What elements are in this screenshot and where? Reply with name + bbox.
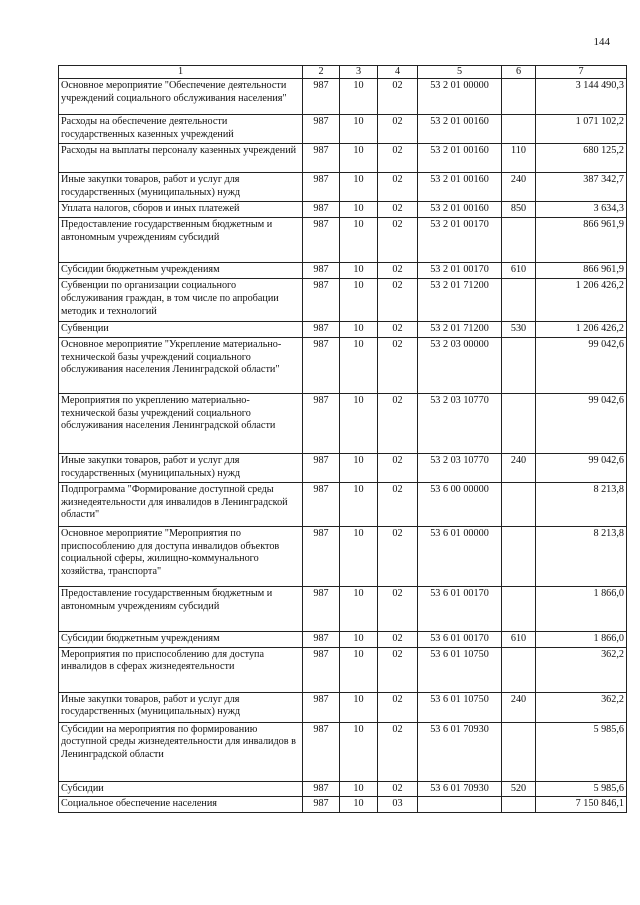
row-name-cell: Предоставление государственным бюджетным и автономным учреждениям субсидий — [59, 218, 303, 263]
row-subsection-cell: 02 — [378, 202, 418, 218]
row-amount-cell: 680 125,2 — [536, 144, 627, 173]
table-body — [59, 79, 627, 813]
table-row — [59, 173, 627, 202]
row-expense-type-cell: 850 — [502, 202, 536, 218]
row-section-cell: 10 — [340, 263, 378, 279]
row-section-cell: 10 — [340, 337, 378, 393]
row-amount-cell: 99 042,6 — [536, 393, 627, 453]
row-amount-cell: 3 634,3 — [536, 202, 627, 218]
row-name-cell: Иные закупки товаров, работ и услуг для государственных (муниципальных) нужд — [59, 692, 303, 722]
row-subsection-cell: 02 — [378, 322, 418, 338]
column-header: 3 — [340, 66, 378, 79]
row-name-cell: Основное мероприятие "Укрепление материально- технической базы учреждений социального обслуживания населения Ленинградской области" — [59, 337, 303, 393]
row-subsection-cell: 02 — [378, 218, 418, 263]
table-row — [59, 218, 627, 263]
row-expense-type-cell: 520 — [502, 781, 536, 797]
row-amount-cell: 7 150 846,1 — [536, 797, 627, 813]
row-name-cell: Основное мероприятие "Мероприятия по приспособлению для доступа инвалидов объектов социальной сферы, жилищно-коммунального хозяйства, транспорта" — [59, 526, 303, 586]
row-target-item-cell: 53 2 01 71200 — [418, 279, 502, 322]
column-header: 7 — [536, 66, 627, 79]
row-amount-cell: 1 206 426,2 — [536, 279, 627, 322]
row-amount-cell: 866 961,9 — [536, 218, 627, 263]
row-section-cell: 10 — [340, 647, 378, 692]
row-expense-type-cell — [502, 722, 536, 781]
row-section-cell: 10 — [340, 692, 378, 722]
row-name-cell: Субсидии бюджетным учреждениям — [59, 263, 303, 279]
row-gov-code-cell: 987 — [303, 263, 340, 279]
table-row — [59, 647, 627, 692]
column-header: 4 — [378, 66, 418, 79]
row-gov-code-cell: 987 — [303, 631, 340, 647]
row-section-cell: 10 — [340, 586, 378, 631]
table-row — [59, 263, 627, 279]
row-expense-type-cell — [502, 526, 536, 586]
row-subsection-cell: 02 — [378, 115, 418, 144]
table-row — [59, 144, 627, 173]
row-subsection-cell: 02 — [378, 722, 418, 781]
row-gov-code-cell: 987 — [303, 337, 340, 393]
row-subsection-cell: 02 — [378, 79, 418, 115]
row-gov-code-cell: 987 — [303, 586, 340, 631]
row-amount-cell: 99 042,6 — [536, 337, 627, 393]
column-header: 6 — [502, 66, 536, 79]
row-expense-type-cell — [502, 218, 536, 263]
table-header-row — [59, 66, 627, 79]
table-row — [59, 279, 627, 322]
row-target-item-cell: 53 6 01 70930 — [418, 781, 502, 797]
row-name-cell: Субсидии на мероприятия по формированию доступной среды жизнедеятельности для инвалидов в Ленинградской области — [59, 722, 303, 781]
row-name-cell: Субсидии бюджетным учреждениям — [59, 631, 303, 647]
row-gov-code-cell: 987 — [303, 115, 340, 144]
row-target-item-cell: 53 2 01 00160 — [418, 202, 502, 218]
row-expense-type-cell: 240 — [502, 453, 536, 482]
row-expense-type-cell: 610 — [502, 263, 536, 279]
row-section-cell: 10 — [340, 482, 378, 526]
row-subsection-cell: 02 — [378, 393, 418, 453]
row-target-item-cell: 53 6 01 00170 — [418, 586, 502, 631]
row-name-cell: Мероприятия по укреплению материально-технической базы учреждений социального обслуживания населения Ленинградской области — [59, 393, 303, 453]
row-section-cell: 10 — [340, 144, 378, 173]
row-subsection-cell: 02 — [378, 337, 418, 393]
row-gov-code-cell: 987 — [303, 692, 340, 722]
row-amount-cell: 99 042,6 — [536, 453, 627, 482]
row-section-cell: 10 — [340, 526, 378, 586]
row-section-cell: 10 — [340, 631, 378, 647]
row-name-cell: Субсидии — [59, 781, 303, 797]
row-target-item-cell: 53 2 01 00170 — [418, 218, 502, 263]
row-target-item-cell: 53 2 01 00160 — [418, 115, 502, 144]
row-gov-code-cell: 987 — [303, 279, 340, 322]
row-section-cell: 10 — [340, 115, 378, 144]
row-section-cell: 10 — [340, 79, 378, 115]
row-gov-code-cell: 987 — [303, 722, 340, 781]
row-target-item-cell: 53 6 01 70930 — [418, 722, 502, 781]
row-amount-cell: 5 985,6 — [536, 781, 627, 797]
page-number: 144 — [593, 36, 610, 48]
row-subsection-cell: 02 — [378, 482, 418, 526]
row-name-cell: Предоставление государственным бюджетным и автономным учреждениям субсидий — [59, 586, 303, 631]
row-expense-type-cell: 530 — [502, 322, 536, 338]
row-expense-type-cell — [502, 79, 536, 115]
row-amount-cell: 1 071 102,2 — [536, 115, 627, 144]
row-name-cell: Субвенции по организации социального обслуживания граждан, в том числе по апробации методик и технологий — [59, 279, 303, 322]
row-amount-cell: 3 144 490,3 — [536, 79, 627, 115]
row-subsection-cell: 02 — [378, 647, 418, 692]
row-amount-cell: 1 866,0 — [536, 586, 627, 631]
row-name-cell: Уплата налогов, сборов и иных платежей — [59, 202, 303, 218]
row-amount-cell: 362,2 — [536, 647, 627, 692]
row-subsection-cell: 02 — [378, 144, 418, 173]
row-expense-type-cell: 610 — [502, 631, 536, 647]
row-section-cell: 10 — [340, 218, 378, 263]
table-row — [59, 722, 627, 781]
row-subsection-cell: 02 — [378, 453, 418, 482]
table-row — [59, 453, 627, 482]
table-row — [59, 586, 627, 631]
row-subsection-cell: 02 — [378, 692, 418, 722]
row-gov-code-cell: 987 — [303, 453, 340, 482]
row-expense-type-cell — [502, 393, 536, 453]
row-section-cell: 10 — [340, 781, 378, 797]
row-subsection-cell: 02 — [378, 263, 418, 279]
row-section-cell: 10 — [340, 393, 378, 453]
row-target-item-cell: 53 2 01 00000 — [418, 79, 502, 115]
row-gov-code-cell: 987 — [303, 144, 340, 173]
row-name-cell: Субвенции — [59, 322, 303, 338]
column-header: 1 — [59, 66, 303, 79]
row-target-item-cell — [418, 797, 502, 813]
row-expense-type-cell: 240 — [502, 692, 536, 722]
table-row — [59, 79, 627, 115]
table-row — [59, 797, 627, 813]
row-name-cell: Основное мероприятие "Обеспечение деятельности учреждений социального обслуживания населения" — [59, 79, 303, 115]
row-target-item-cell: 53 6 01 00170 — [418, 631, 502, 647]
row-name-cell: Расходы на обеспечение деятельности государственных казенных учреждений — [59, 115, 303, 144]
row-gov-code-cell: 987 — [303, 797, 340, 813]
row-section-cell: 10 — [340, 279, 378, 322]
row-gov-code-cell: 987 — [303, 526, 340, 586]
row-name-cell: Иные закупки товаров, работ и услуг для государственных (муниципальных) нужд — [59, 453, 303, 482]
row-gov-code-cell: 987 — [303, 781, 340, 797]
row-name-cell: Расходы на выплаты персоналу казенных учреждений — [59, 144, 303, 173]
row-target-item-cell: 53 6 01 10750 — [418, 692, 502, 722]
row-gov-code-cell: 987 — [303, 218, 340, 263]
row-expense-type-cell: 240 — [502, 173, 536, 202]
row-name-cell: Социальное обеспечение населения — [59, 797, 303, 813]
row-target-item-cell: 53 2 03 10770 — [418, 393, 502, 453]
row-subsection-cell: 03 — [378, 797, 418, 813]
row-target-item-cell: 53 2 03 10770 — [418, 453, 502, 482]
table-row — [59, 482, 627, 526]
row-amount-cell: 1 206 426,2 — [536, 322, 627, 338]
column-header: 2 — [303, 66, 340, 79]
row-gov-code-cell: 987 — [303, 173, 340, 202]
table-row — [59, 115, 627, 144]
row-section-cell: 10 — [340, 202, 378, 218]
row-amount-cell: 8 213,8 — [536, 482, 627, 526]
budget-table — [58, 65, 627, 813]
row-subsection-cell: 02 — [378, 173, 418, 202]
row-target-item-cell: 53 6 01 00000 — [418, 526, 502, 586]
row-expense-type-cell: 110 — [502, 144, 536, 173]
row-expense-type-cell — [502, 647, 536, 692]
row-amount-cell: 866 961,9 — [536, 263, 627, 279]
row-expense-type-cell — [502, 115, 536, 144]
row-gov-code-cell: 987 — [303, 482, 340, 526]
row-target-item-cell: 53 2 01 00160 — [418, 144, 502, 173]
row-expense-type-cell — [502, 586, 536, 631]
row-subsection-cell: 02 — [378, 526, 418, 586]
row-amount-cell: 1 866,0 — [536, 631, 627, 647]
row-expense-type-cell — [502, 482, 536, 526]
row-section-cell: 10 — [340, 173, 378, 202]
row-section-cell: 10 — [340, 797, 378, 813]
row-expense-type-cell — [502, 279, 536, 322]
table-row — [59, 692, 627, 722]
row-subsection-cell: 02 — [378, 631, 418, 647]
row-subsection-cell: 02 — [378, 781, 418, 797]
row-target-item-cell: 53 2 03 00000 — [418, 337, 502, 393]
row-gov-code-cell: 987 — [303, 79, 340, 115]
row-target-item-cell: 53 2 01 00170 — [418, 263, 502, 279]
row-amount-cell: 8 213,8 — [536, 526, 627, 586]
row-target-item-cell: 53 2 01 00160 — [418, 173, 502, 202]
row-expense-type-cell — [502, 337, 536, 393]
row-amount-cell: 362,2 — [536, 692, 627, 722]
row-amount-cell: 5 985,6 — [536, 722, 627, 781]
row-section-cell: 10 — [340, 322, 378, 338]
row-subsection-cell: 02 — [378, 586, 418, 631]
row-amount-cell: 387 342,7 — [536, 173, 627, 202]
table-row — [59, 322, 627, 338]
row-target-item-cell: 53 6 01 10750 — [418, 647, 502, 692]
table-row — [59, 526, 627, 586]
row-gov-code-cell: 987 — [303, 322, 340, 338]
row-section-cell: 10 — [340, 722, 378, 781]
row-expense-type-cell — [502, 797, 536, 813]
table-row — [59, 393, 627, 453]
row-name-cell: Подпрограмма "Формирование доступной среды жизнедеятельности для инвалидов в Ленинградской области" — [59, 482, 303, 526]
table-row — [59, 337, 627, 393]
row-gov-code-cell: 987 — [303, 202, 340, 218]
row-name-cell: Иные закупки товаров, работ и услуг для государственных (муниципальных) нужд — [59, 173, 303, 202]
row-name-cell: Мероприятия по приспособлению для доступа инвалидов в сферах жизнедеятельности — [59, 647, 303, 692]
row-section-cell: 10 — [340, 453, 378, 482]
table-row — [59, 202, 627, 218]
table-row — [59, 631, 627, 647]
row-gov-code-cell: 987 — [303, 647, 340, 692]
column-header: 5 — [418, 66, 502, 79]
row-target-item-cell: 53 6 00 00000 — [418, 482, 502, 526]
table-row — [59, 781, 627, 797]
row-gov-code-cell: 987 — [303, 393, 340, 453]
row-target-item-cell: 53 2 01 71200 — [418, 322, 502, 338]
row-subsection-cell: 02 — [378, 279, 418, 322]
